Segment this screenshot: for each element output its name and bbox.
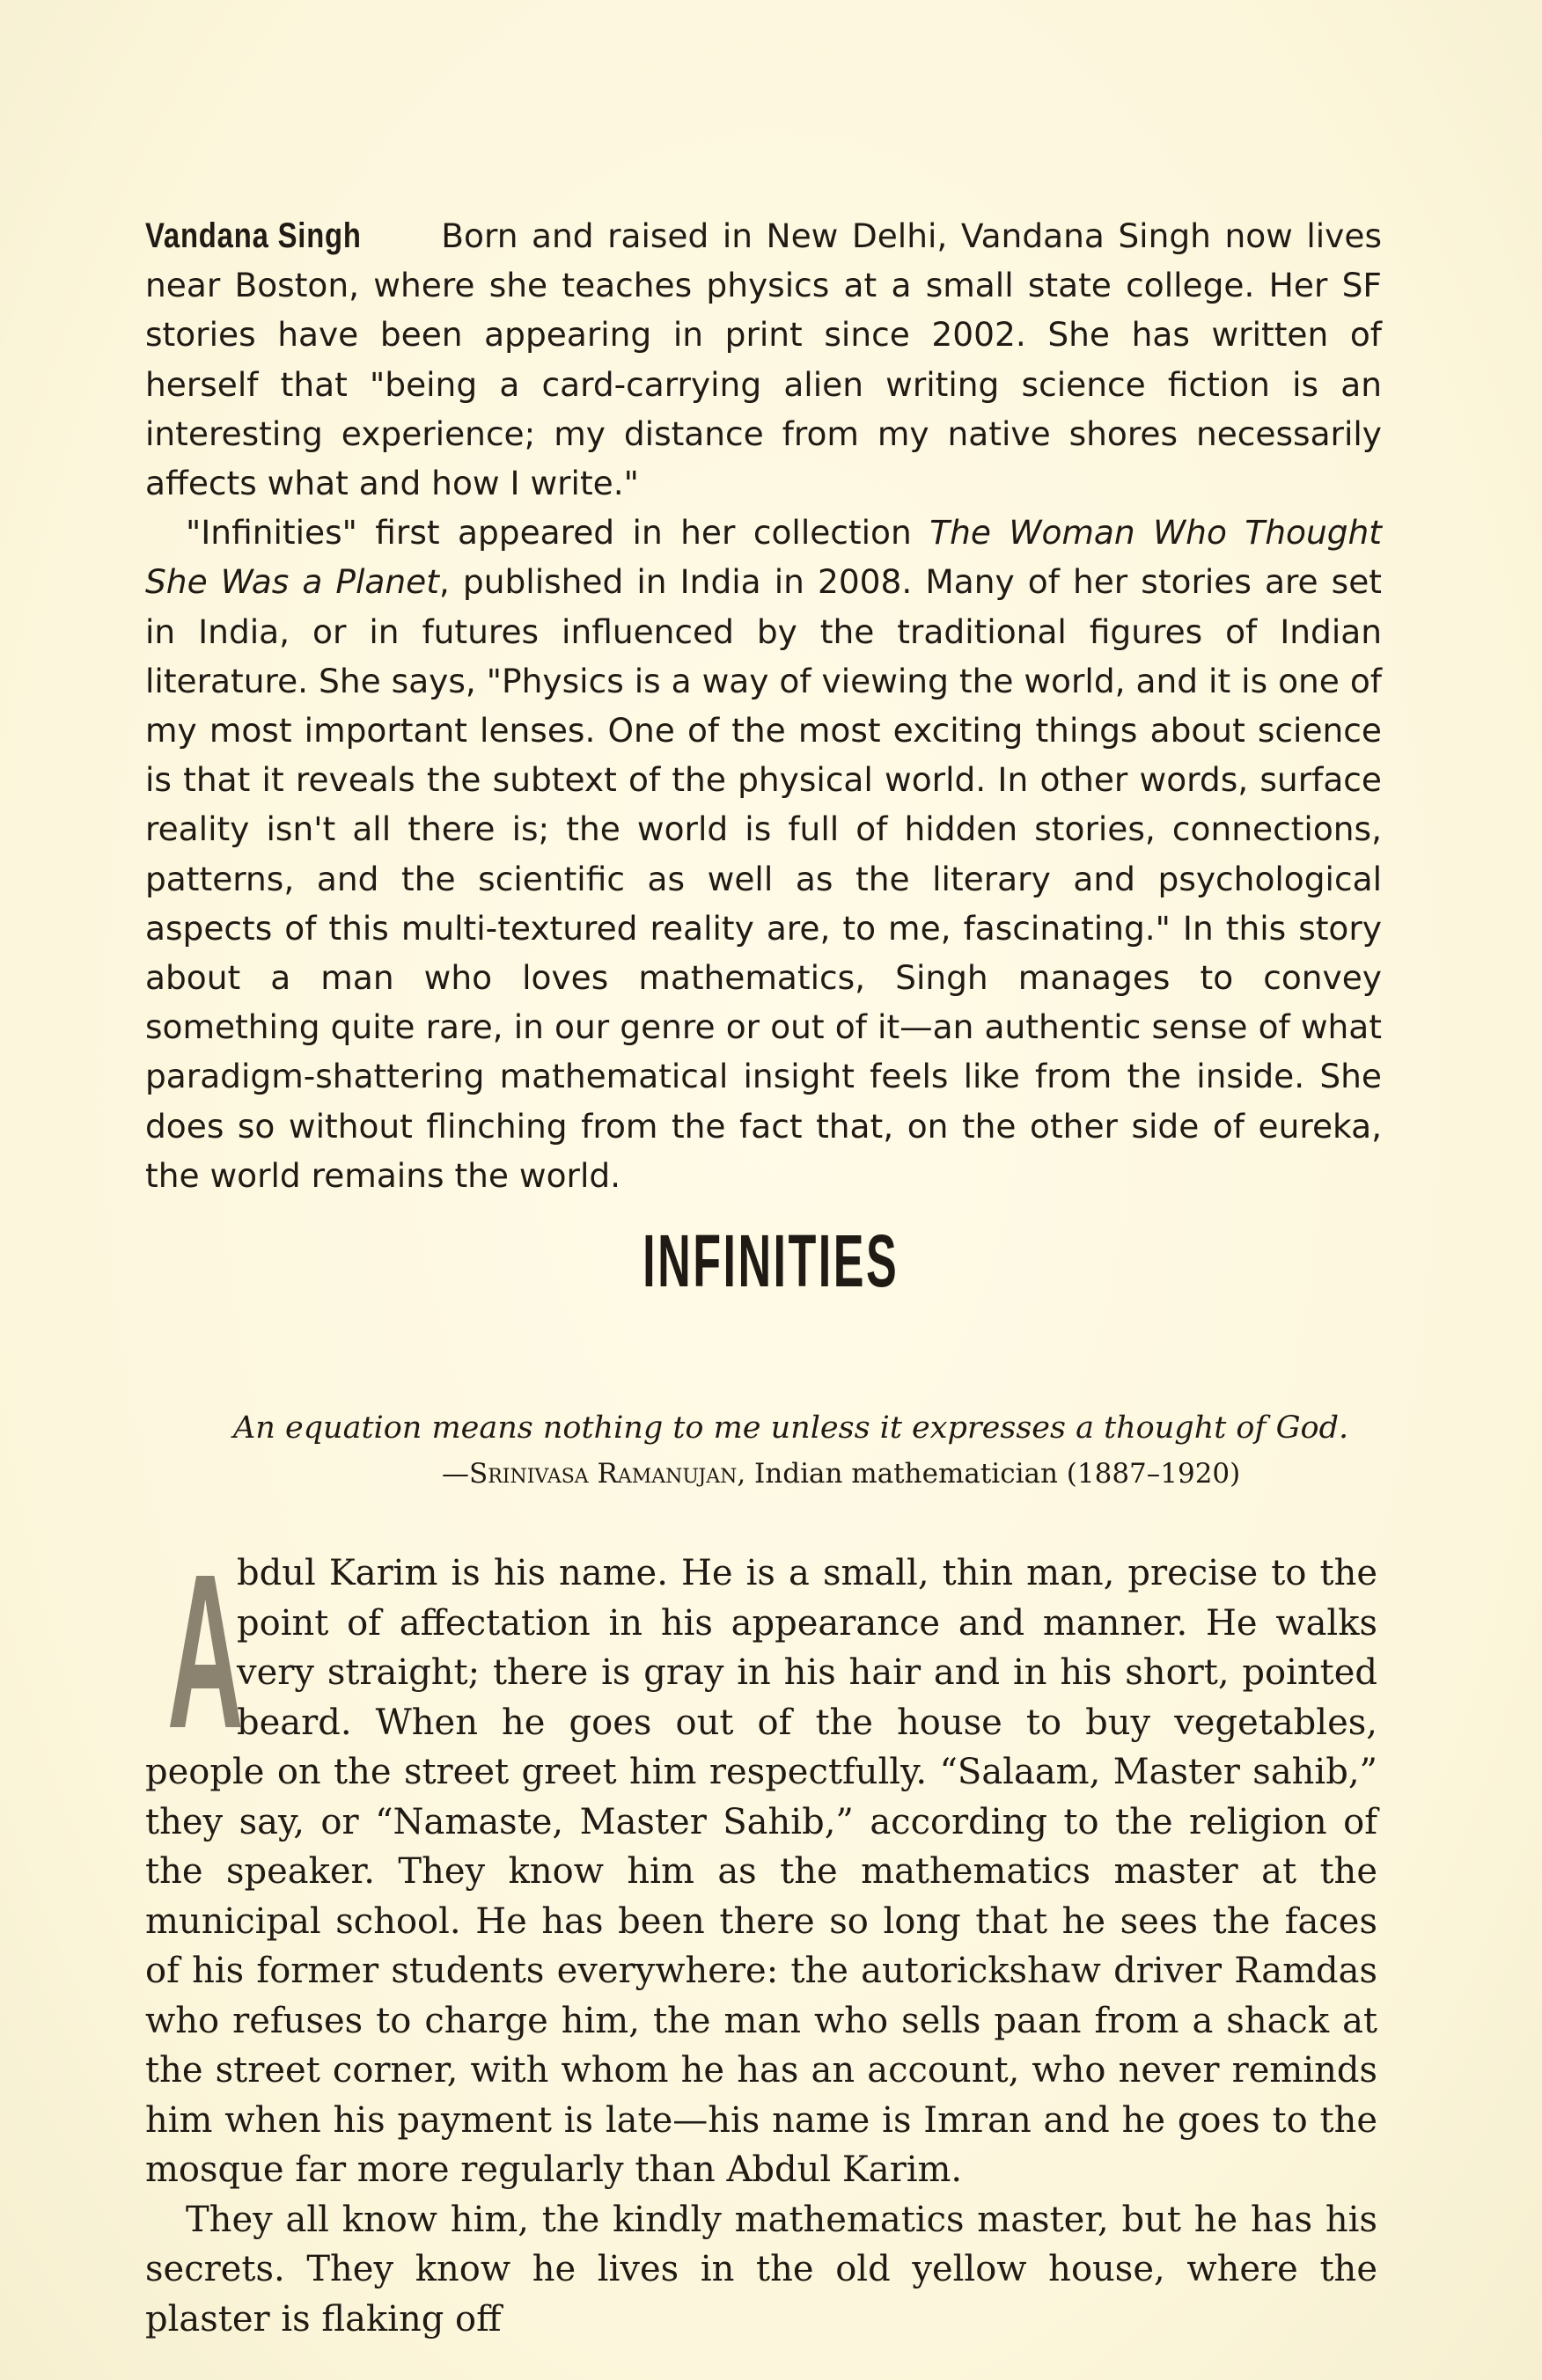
epigraph-attribution [442, 1451, 1289, 1497]
intro-paragraph-2 [145, 508, 1382, 1200]
story-paragraph-2: They all know him, the kindly mathematics master, but he has his secrets. They know he lives in the old yellow house, where the plaster is flaking off [145, 2199, 1377, 2340]
epigraph-dash: — [442, 1458, 469, 1490]
intro-paragraph-2-rest: , published in India in 2008. Many of her stories are set in India, or in futures influenced by the traditional figures of Indian literature. She says, "Physics is a way of viewing the world, and it is one of my most important lenses. One of the most exciting things about science is that it reveals the subtext of the physical world. In other words, surface reality isn't all there is; the world is full of hidden stories, connections, patterns, and the scientific as well as the literary and psychological aspects of this multi-textured reality are, to me, fascinating." In this story about a man who loves mathematics, Singh manages to convey something quite rare, in our genre or out of it—an authentic sense of what paradigm-shattering mathematical insight feels like from the inside. She does so without flinching from the fact that, on the other side of eureka, the world remains the world. [145, 562, 1382, 1195]
intro-paragraph-1-text: Born and raised in New Delhi, Vandana Singh now lives near Boston, where she teaches physics at a small state college. Her SF stories have been appearing in print since 2002. She has written of herself that "being a card-carrying alien writing science fiction is an interesting experience; my distance from my native shores necessarily affects what and how I write." [145, 216, 1382, 503]
collection-title: The Woman Who Thought She Was a Planet [145, 513, 1382, 602]
drop-cap [145, 1528, 244, 1774]
story-paragraph-1 [145, 1528, 1377, 2195]
epigraph-quote: An equation means nothing to me unless it expresses a thought of God. [233, 1410, 1349, 1446]
story-paragraph-1-text: bdul Karim is his name. He is a small, thin man, precise to the point of affectation in his appearance and manner. He walks very straight; there is gray in his hair and in his short, pointed beard. When he goes out of the house to buy vegetables, people on the street greet him respectfully. “Salaam, Master sahib,” they say, or “Namaste, Master Sahib,” according to the religion of the speaker. They know him as the mathematics master at the municipal school. He has been there so long that he sees the faces of his former students everywhere: the autorickshaw driver Ramdas who refuses to charge him, the man who sells paan from a shack at the street corner, with whom he has an account, who never reminds him when his payment is late—his name is Imran and he goes to the mosque far more regularly than Abdul Karim. [145, 1553, 1377, 2190]
intro-paragraph-2-start: "Infinities" first appeared in her collection [186, 513, 930, 553]
epigraph [233, 1405, 1349, 1497]
author-name: Vandana Singh [145, 216, 362, 255]
intro-paragraph-1 [145, 211, 1382, 508]
author-intro [145, 211, 1382, 1200]
story-body [145, 1528, 1377, 2344]
drop-cap-letter: A [166, 1528, 244, 1774]
story-title [0, 1219, 1542, 1304]
story-title-text: INFINITIES [642, 1219, 900, 1302]
epigraph-author: Srinivasa Ramanujan [469, 1458, 738, 1490]
epigraph-author-description: , Indian mathematician (1887–1920) [737, 1458, 1241, 1490]
